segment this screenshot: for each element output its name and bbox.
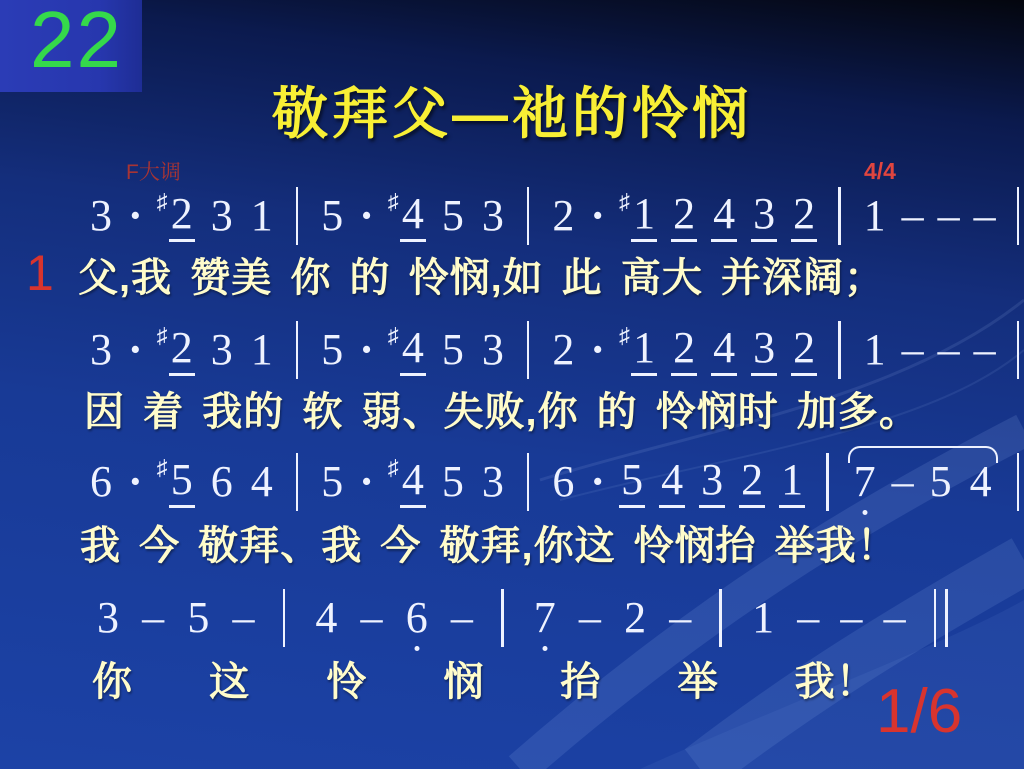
note [659,456,685,507]
extension-dash: – [973,191,996,240]
final-barline [934,589,948,647]
extension-dash: – [973,325,996,374]
barline [283,589,286,647]
note-digit: 4 [711,190,737,241]
note-digit: 4 [250,456,273,506]
note-digit: 2 [169,190,195,241]
note-digit: 4 [711,324,737,375]
extension-dash: – [901,325,924,374]
barline [1017,453,1020,511]
time-signature: 4/4 [864,158,896,184]
duration-dot: · [128,457,143,506]
lyrics-line-4: 你 这 怜 悯 抬 举 我！ [92,660,877,704]
note [388,456,426,507]
note-digit: 5 [441,456,464,506]
note [791,190,817,241]
note-digit: 6 [210,456,233,506]
note [619,456,645,507]
note [404,594,430,642]
note [619,190,657,241]
barline [838,187,841,245]
note [791,324,817,375]
extension-dash: – [901,191,924,240]
note-digit: 6 [552,456,575,506]
sharp-icon: ♯ [156,189,168,215]
extension-dash: – [937,325,960,374]
note-digit: 2 [791,324,817,375]
note [249,326,275,374]
note [671,190,697,241]
note [968,458,994,506]
note-digit: 2 [739,456,765,507]
note-digit: 3 [210,324,233,374]
note-digit: 4 [659,456,685,507]
barline [719,589,722,647]
note [751,190,777,241]
note [209,326,235,374]
extension-dash: – [840,593,863,642]
note [739,456,765,507]
note-digit: 5 [619,456,645,507]
extension-dash: – [937,191,960,240]
note-digit: 7 [853,456,876,506]
note-digit: 3 [481,324,504,374]
note-digit: 2 [671,190,697,241]
notation-line-3 [88,452,1024,512]
lyrics-line-3: 我 今 敬拜、我 今 敬拜,你这 怜悯抬 举我！ [80,524,898,568]
note [750,594,776,642]
note [751,324,777,375]
barline [296,321,299,379]
note-digit: 2 [671,324,697,375]
note-digit: 1 [752,592,775,642]
note-digit: 3 [90,324,112,374]
note-digit: 2 [791,190,817,241]
note-digit: 1 [250,190,273,240]
note [480,192,506,240]
sharp-icon: ♯ [387,189,399,215]
note-digit: 3 [481,456,504,506]
barline [296,187,299,245]
note-digit: 5 [187,592,210,642]
notation-line-1 [88,186,1024,246]
note [440,458,466,506]
note-digit: 3 [481,190,504,240]
note [388,190,426,241]
note-digit: 2 [624,592,647,642]
note [440,192,466,240]
note [862,192,888,240]
note-digit: 7 [533,592,556,642]
note-digit: 5 [929,456,952,506]
sharp-icon: ♯ [387,455,399,481]
note-digit: 3 [97,592,119,642]
note [319,326,345,374]
slide-number: 22 [30,0,123,84]
note [388,324,426,375]
barline [296,453,299,511]
page-title: 敬拜父—祂的怜悯 [272,82,752,145]
duration-dot: · [590,191,606,240]
note [185,594,211,642]
note-digit: 3 [751,324,777,375]
verse-number: 1 [26,245,54,301]
barline [1017,321,1020,379]
note [88,326,114,374]
barline [527,321,530,379]
note-digit: 3 [90,190,112,240]
note-digit: 4 [400,190,426,241]
note [319,192,345,240]
extension-dash: – [891,456,914,506]
note-digit: 1 [863,190,886,240]
sharp-icon: ♯ [619,323,631,349]
note [711,190,737,241]
key-signature: F大调 [126,161,181,184]
note-digit: 3 [751,190,777,241]
extension-dash: – [450,593,473,642]
note-digit: 5 [441,190,464,240]
barline [1017,187,1020,245]
extension-dash: – [360,593,383,642]
note-digit: 4 [400,324,426,375]
note [440,326,466,374]
barline [838,321,841,379]
barline [527,187,530,245]
note [619,324,657,375]
extension-dash: – [883,593,906,642]
note-digit: 2 [552,190,575,240]
note [157,190,195,241]
note-digit: 1 [779,456,805,507]
note-digit: 4 [315,592,338,642]
note-digit: 1 [631,324,657,375]
note-digit: 3 [699,456,725,507]
note [157,456,195,507]
note [928,458,954,506]
note [779,456,805,507]
note-digit: 5 [169,456,195,507]
duration-dot: · [359,457,374,506]
note [711,324,737,375]
note-digit: 2 [169,324,195,375]
note-digit: 5 [321,190,344,240]
extension-dash: – [669,593,692,642]
note-digit: 1 [863,324,886,374]
lyrics-line-2: 因 着 我的 软 弱、失败,你 的 怜悯时 加多。 [84,390,920,434]
duration-dot: · [590,325,606,374]
note-digit: 5 [321,324,344,374]
note [550,326,576,374]
note [88,192,114,240]
extension-dash: – [232,593,255,642]
note [313,594,339,642]
lyrics-line-1: 父,我 赞美 你 的 怜悯,如 此 高大 并深阔； [78,256,886,300]
notation-line-2 [88,320,1024,380]
note-digit: 6 [405,592,428,642]
note [862,326,888,374]
duration-dot: · [590,457,606,506]
sharp-icon: ♯ [156,455,168,481]
note-digit: 3 [210,190,233,240]
notation-line-4 [95,588,955,648]
note [249,458,275,506]
note [532,594,558,642]
extension-dash: – [142,593,165,642]
note [622,594,648,642]
note [209,458,235,506]
sharp-icon: ♯ [619,189,631,215]
note [852,458,878,506]
barline [501,589,504,647]
barline [826,453,829,511]
note [95,594,121,642]
note [699,456,725,507]
note [88,458,114,506]
note [157,324,195,375]
note-digit: 5 [321,456,344,506]
extension-dash: – [797,593,820,642]
note-digit: 4 [400,456,426,507]
slur-group [850,458,996,506]
note [550,458,576,506]
page-indicator: 1/6 [876,677,963,746]
note-digit: 2 [552,324,575,374]
duration-dot: · [359,325,374,374]
note-digit: 1 [631,190,657,241]
duration-dot: · [128,325,143,374]
note [209,192,235,240]
sharp-icon: ♯ [156,323,168,349]
sharp-icon: ♯ [387,323,399,349]
note-digit: 6 [90,456,112,506]
note [249,192,275,240]
note-digit: 1 [250,324,273,374]
note [550,192,576,240]
note-digit: 4 [969,456,992,506]
note [671,324,697,375]
note [319,458,345,506]
note [480,458,506,506]
note-digit: 5 [441,324,464,374]
barline [527,453,530,511]
duration-dot: · [359,191,374,240]
extension-dash: – [578,593,601,642]
duration-dot: · [128,191,143,240]
note [480,326,506,374]
